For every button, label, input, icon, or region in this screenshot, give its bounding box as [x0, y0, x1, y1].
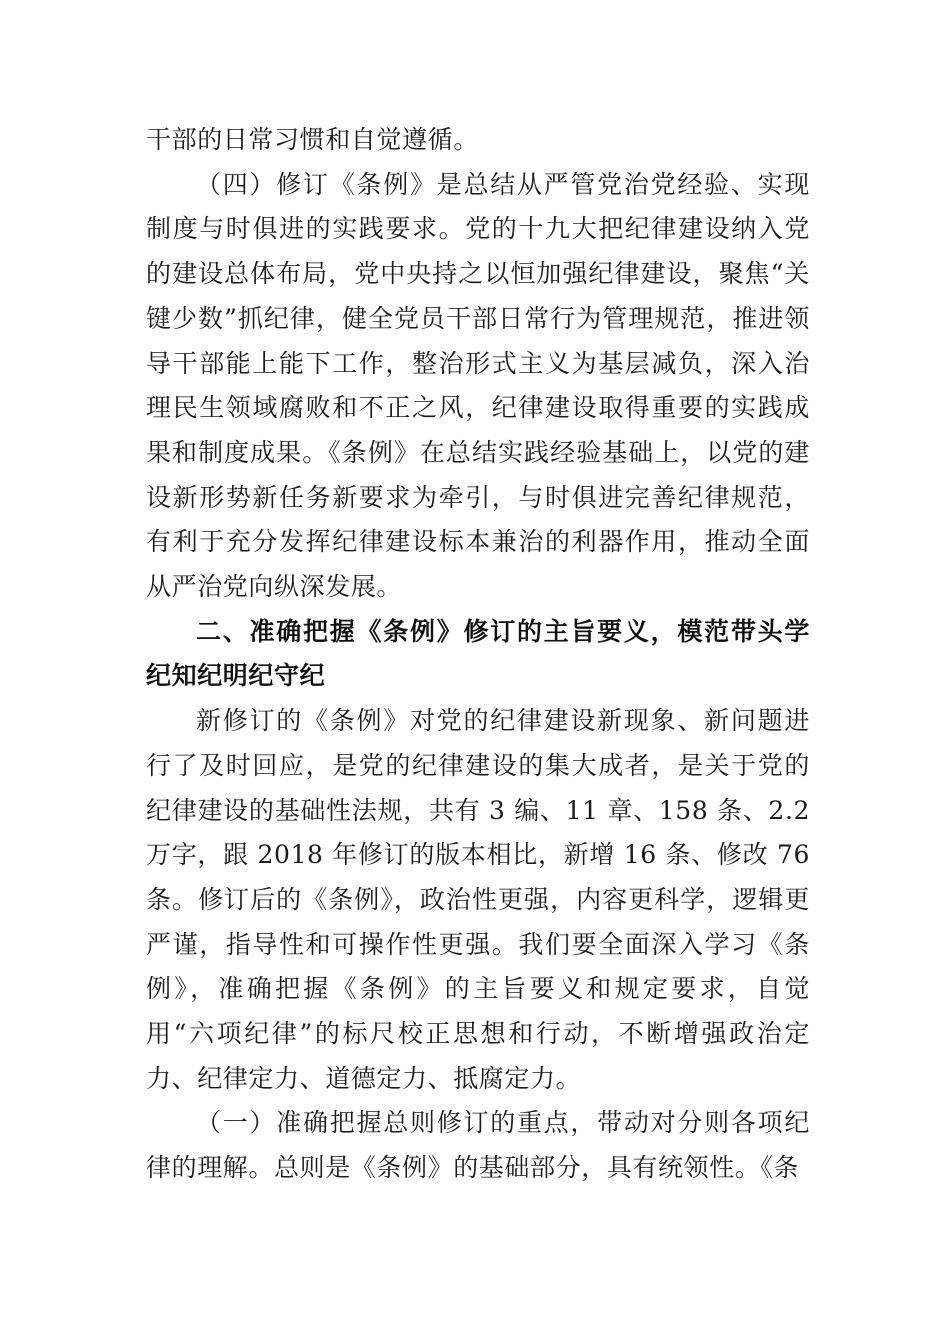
- paragraph-revision-overview: 新修订的《条例》对党的纪律建设新现象、新问题进行了及时回应，是党的纪律建设的集大成者，是关于党的纪律建设的基础性法规，共有 3 编、11 章、158 条、2.2 万字，跟 2018 年修订的版本相比，新增 16 条、修改 76 条。修订后的《条例》，政治性更强，内容更科学，逻辑更严谨，指导性和可操作性更强。我们要全面深入学习《条例》，准确把握《条例》的主旨要义和规定要求，自觉用“六项纪律”的标尺校正思想和行动，不断增强政治定力、纪律定力、道德定力、抵腐定力。: [146, 706, 810, 1093]
- document-body: [146, 118, 810, 1191]
- paragraph-subsection-one: （一）准确把握总则修订的重点，带动对分则各项纪律的理解。总则是《条例》的基础部分，具有统领性。《条: [146, 1108, 810, 1183]
- paragraph-continued: 干部的日常习惯和自觉遵循。: [146, 125, 479, 154]
- paragraph-section-four: （四）修订《条例》是总结从严管党治党经验、实现制度与时俱进的实践要求。党的十九大把纪律建设纳入党的建设总体布局，党中央持之以恒加强纪律建设，聚焦“关键少数”抓纪律，健全党员干部日常行为管理规范，推进领导干部能上能下工作，整治形式主义为基层减负，深入治理民生领域腐败和不正之风，纪律建设取得重要的实践成果和制度成果。《条例》在总结实践经验基础上，以党的建设新形势新任务新要求为牵引，与时俱进完善纪律规范，有利于充分发挥纪律建设标本兼治的利器作用，推动全面从严治党向纵深发展。: [146, 169, 810, 602]
- section-heading-two: 二、准确把握《条例》修订的主旨要义，模范带头学纪知纪明纪守纪: [146, 616, 810, 691]
